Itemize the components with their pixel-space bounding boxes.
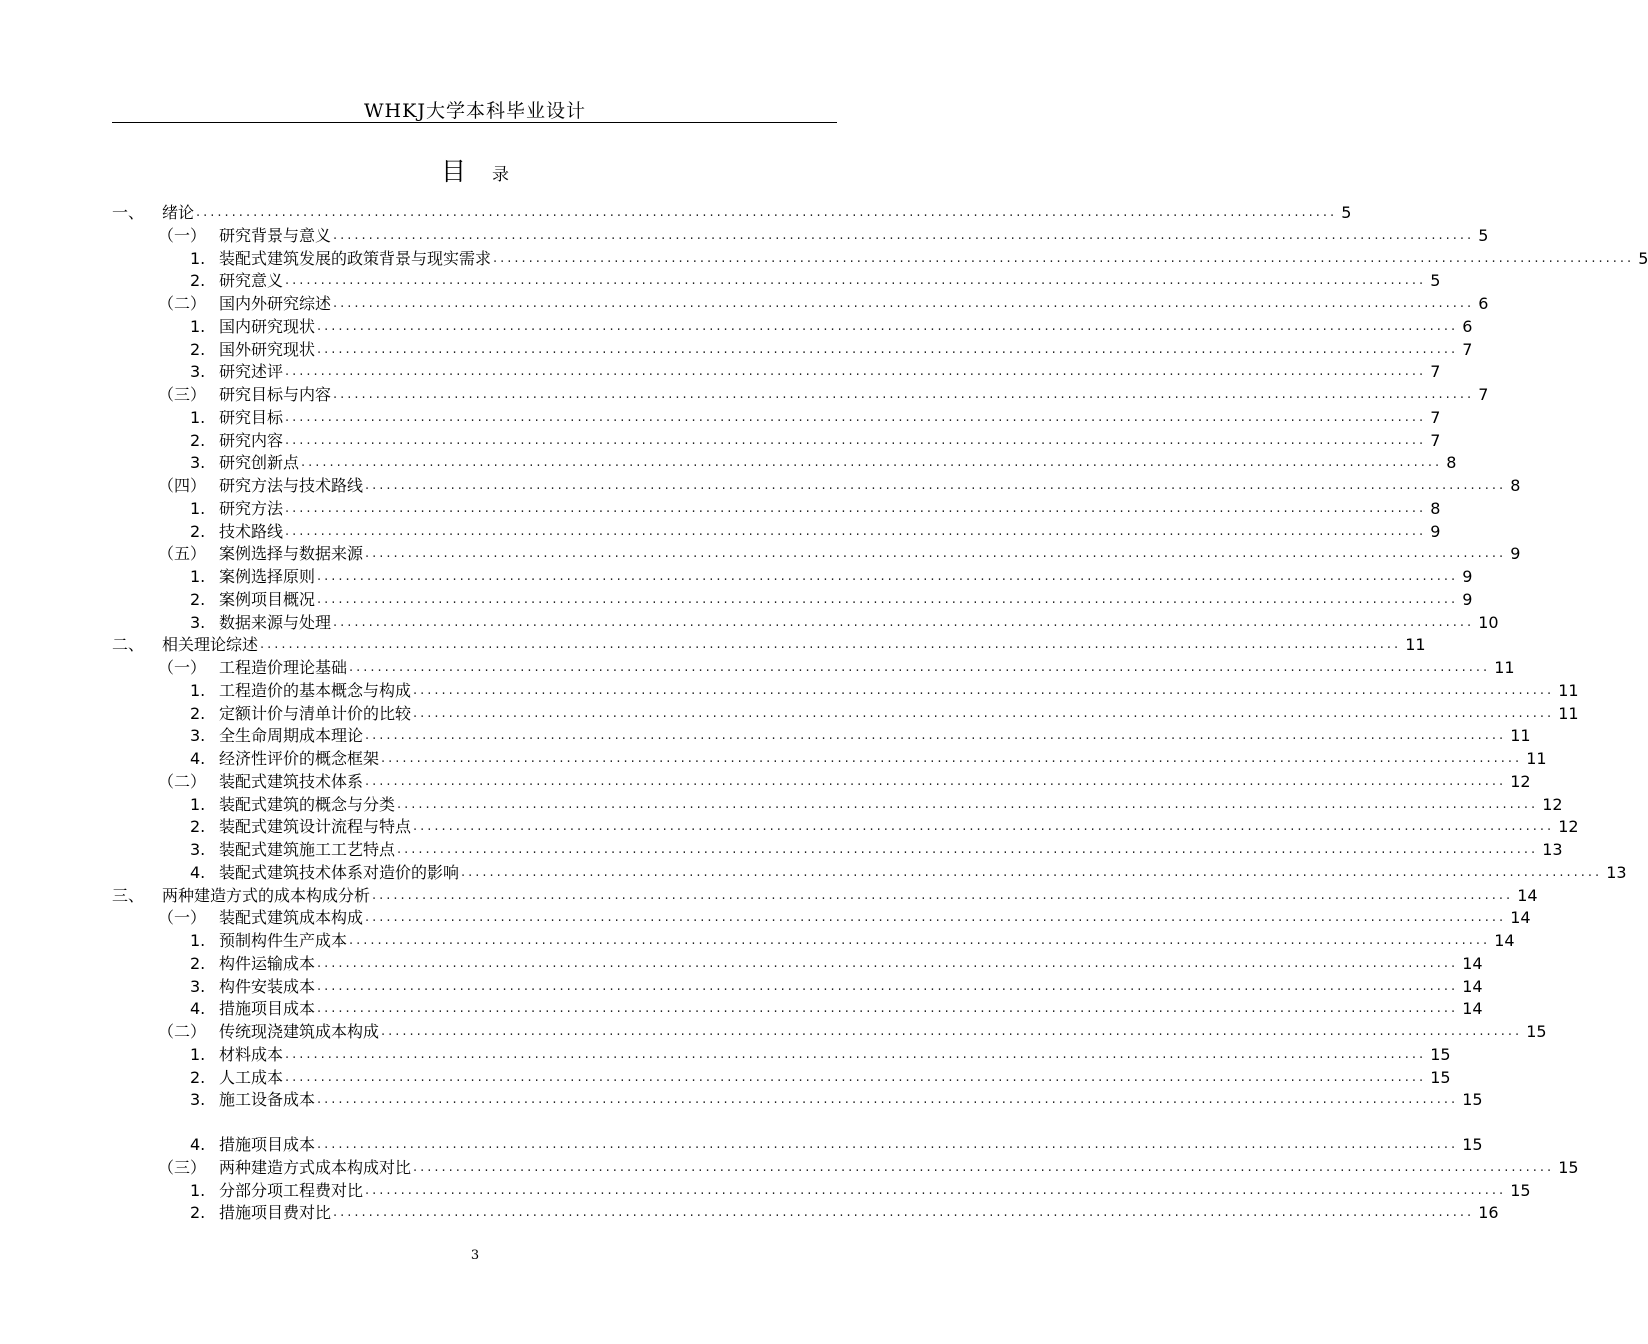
toc-entry-line bbox=[162, 634, 1426, 656]
toc-entry-line bbox=[219, 407, 1441, 429]
toc-entry[interactable] bbox=[112, 612, 1499, 634]
toc-entry-number: 1. bbox=[190, 680, 206, 700]
toc-entry-number: 4. bbox=[190, 1135, 206, 1154]
toc-entry-line bbox=[219, 566, 1473, 588]
toc-entry-line bbox=[219, 293, 1489, 315]
toc-entry-label: 研究方法 bbox=[219, 498, 284, 518]
toc-entry[interactable] bbox=[112, 1089, 1483, 1111]
toc-entry-label: 研究创新点 bbox=[219, 453, 300, 473]
toc-entry[interactable] bbox=[112, 930, 1515, 952]
toc-entry-number: （二） bbox=[158, 294, 207, 313]
toc-entry-page: 7 bbox=[1462, 339, 1473, 359]
toc-entry-number: 3. bbox=[190, 453, 206, 473]
toc-entry-page: 14 bbox=[1494, 931, 1515, 950]
toc-entry-line bbox=[219, 589, 1473, 611]
toc-entry-page: 16 bbox=[1478, 1203, 1499, 1223]
toc-entry-number: 1. bbox=[190, 316, 206, 336]
toc-entry[interactable] bbox=[112, 566, 1473, 588]
toc-entry-page: 9 bbox=[1510, 544, 1521, 564]
toc-dot-leader: ................................................................................................................................................................ bbox=[317, 955, 1459, 971]
toc-dot-leader: ................................................................................................................................................................ bbox=[317, 1001, 1459, 1017]
toc-entry-number: 3. bbox=[190, 726, 206, 746]
toc-entry[interactable] bbox=[112, 703, 1579, 725]
toc-entry-label: 装配式建筑技术体系对造价的影响 bbox=[219, 862, 460, 882]
toc-entry-line bbox=[219, 543, 1521, 565]
toc-entry-page: 5 bbox=[1341, 203, 1352, 222]
toc-entry-label: 装配式建筑的概念与分类 bbox=[219, 794, 396, 814]
toc-entry-label: 研究目标与内容 bbox=[219, 385, 332, 404]
toc-entry-page: 5 bbox=[1430, 271, 1441, 291]
toc-entry-page: 13 bbox=[1542, 840, 1563, 859]
toc-entry[interactable] bbox=[112, 794, 1563, 816]
toc-entry-page: 7 bbox=[1478, 385, 1489, 404]
toc-entry-number: （三） bbox=[158, 1157, 207, 1177]
toc-entry-label: 材料成本 bbox=[219, 1044, 284, 1064]
toc-entry-number: 2. bbox=[190, 430, 206, 450]
toc-entry-number: （五） bbox=[158, 544, 207, 564]
toc-entry-number: 2. bbox=[190, 271, 206, 291]
toc-entry-page: 6 bbox=[1462, 316, 1473, 336]
toc-entry-page: 15 bbox=[1510, 1180, 1531, 1200]
toc-dot-leader: ................................................................................................................................................................ bbox=[333, 1205, 1475, 1221]
toc-dot-leader: ................................................................................................................................................................ bbox=[317, 978, 1459, 994]
toc-entry[interactable] bbox=[112, 1044, 1451, 1066]
toc-dot-leader: ................................................................................................................................................................ bbox=[333, 387, 1475, 402]
toc-entry-number: 1. bbox=[190, 407, 206, 427]
toc-entry-label: 案例项目概况 bbox=[219, 589, 316, 609]
toc-entry[interactable] bbox=[112, 1157, 1579, 1179]
toc-entry-number: 2. bbox=[190, 817, 206, 837]
toc-dot-leader: ................................................................................................................................................................ bbox=[397, 796, 1539, 812]
toc-entry-page: 10 bbox=[1478, 612, 1499, 632]
toc-entry-label: 工程造价的基本概念与构成 bbox=[219, 680, 412, 700]
toc-entry-page: 15 bbox=[1462, 1135, 1483, 1154]
toc-entry-label: 传统现浇建筑成本构成 bbox=[219, 1022, 380, 1041]
toc-entry-line bbox=[219, 521, 1441, 543]
toc-entry-number: 2. bbox=[190, 521, 206, 541]
toc-dot-leader: ................................................................................................................................................................ bbox=[365, 478, 1507, 493]
toc-entry[interactable] bbox=[112, 1180, 1531, 1202]
toc-entry-line bbox=[219, 771, 1531, 793]
toc-entry[interactable] bbox=[112, 225, 1489, 247]
toc-entry-line bbox=[219, 1089, 1483, 1111]
toc-entry-line bbox=[219, 430, 1441, 452]
toc-dot-leader: ................................................................................................................................................................ bbox=[285, 409, 1427, 425]
toc-title-sub: 录 bbox=[492, 165, 509, 185]
toc-entry-label: 分部分项工程费对比 bbox=[219, 1180, 364, 1200]
toc-entry-number: （一） bbox=[158, 225, 207, 245]
toc-dot-leader: ................................................................................................................................................................ bbox=[317, 1137, 1459, 1152]
toc-entry[interactable] bbox=[112, 725, 1531, 747]
toc-dot-leader: ................................................................................................................................................................ bbox=[381, 1024, 1523, 1039]
toc-entry-number: 2. bbox=[190, 339, 206, 359]
toc-entry-number: 1. bbox=[190, 567, 206, 586]
toc-dot-leader: ................................................................................................................................................................ bbox=[365, 1182, 1507, 1198]
toc-entry-line bbox=[219, 1021, 1547, 1043]
toc-entry[interactable] bbox=[112, 907, 1531, 929]
toc-dot-leader: ................................................................................................................................................................ bbox=[333, 296, 1475, 311]
toc-entry-page: 8 bbox=[1446, 453, 1457, 473]
toc-entry-label: 装配式建筑技术体系 bbox=[219, 771, 364, 791]
toc-entry[interactable] bbox=[112, 361, 1441, 383]
toc-entry-number: 1. bbox=[190, 498, 206, 518]
toc-entry[interactable] bbox=[112, 202, 1352, 224]
toc-entry-number: 3. bbox=[190, 840, 206, 859]
toc-dot-leader: ................................................................................................................................................................ bbox=[285, 1069, 1427, 1085]
toc-entry-number: 1. bbox=[190, 931, 206, 950]
toc-dot-leader: ................................................................................................................................................................ bbox=[333, 227, 1475, 243]
toc-entry-page: 12 bbox=[1542, 794, 1563, 814]
toc-entry-page: 11 bbox=[1526, 749, 1547, 768]
toc-entry-label: 装配式建筑施工工艺特点 bbox=[219, 840, 396, 859]
toc-dot-leader: ................................................................................................................................................................ bbox=[301, 455, 1443, 471]
toc-entry-page: 14 bbox=[1462, 976, 1483, 996]
toc-dot-leader: ................................................................................................................................................................ bbox=[285, 432, 1427, 448]
toc-entry-page: 9 bbox=[1430, 521, 1441, 541]
toc-dot-leader: ................................................................................................................................................................ bbox=[397, 842, 1539, 857]
page-header-title: WHKJ大学本科毕业设计 bbox=[364, 100, 586, 122]
toc-dot-leader: ................................................................................................................................................................ bbox=[317, 1092, 1459, 1108]
toc-entry-number: （四） bbox=[158, 476, 207, 495]
toc-entry-line bbox=[219, 1067, 1451, 1089]
toc-entry-line bbox=[219, 225, 1489, 247]
toc-entry-page: 15 bbox=[1430, 1067, 1451, 1087]
toc-entry[interactable] bbox=[112, 293, 1489, 315]
toc-entry-page: 11 bbox=[1558, 703, 1579, 723]
toc-entry-page: 8 bbox=[1430, 498, 1441, 518]
toc-dot-leader: ................................................................................................................................................................ bbox=[285, 1046, 1427, 1062]
toc-entry-number: 3. bbox=[190, 976, 206, 996]
toc-entry-line bbox=[219, 612, 1499, 634]
toc-entry[interactable] bbox=[112, 657, 1515, 679]
toc-entry[interactable] bbox=[112, 384, 1489, 406]
toc-entry-label: 绪论 bbox=[162, 203, 195, 222]
toc-dot-leader: ................................................................................................................................................................ bbox=[285, 500, 1427, 516]
toc-entry-label: 工程造价理论基础 bbox=[219, 658, 348, 677]
toc-entry[interactable] bbox=[112, 998, 1483, 1020]
toc-entry-number: 2. bbox=[190, 703, 206, 723]
toc-entry-label: 施工设备成本 bbox=[219, 1090, 316, 1110]
toc-entry-line bbox=[162, 202, 1352, 224]
toc-entry-number: 2. bbox=[190, 589, 206, 609]
toc-entry-line bbox=[219, 384, 1489, 406]
toc-entry[interactable] bbox=[112, 1202, 1499, 1224]
toc-entry-label: 技术路线 bbox=[219, 521, 284, 541]
toc-entry-page: 12 bbox=[1510, 771, 1531, 791]
toc-entry[interactable] bbox=[112, 1067, 1451, 1089]
toc-entry-page: 9 bbox=[1462, 567, 1473, 586]
toc-entry[interactable] bbox=[112, 771, 1531, 793]
toc-entry[interactable] bbox=[112, 1021, 1547, 1043]
toc-entry-page: 14 bbox=[1510, 908, 1531, 928]
toc-entry-label: 构件运输成本 bbox=[219, 953, 316, 973]
toc-entry[interactable] bbox=[112, 589, 1473, 611]
toc-entry-line bbox=[219, 725, 1531, 747]
toc-title bbox=[0, 152, 950, 188]
toc-dot-leader: ................................................................................................................................................................ bbox=[349, 660, 1491, 675]
toc-entry-number: （一） bbox=[158, 658, 207, 677]
toc-entry-number: 3. bbox=[190, 1090, 206, 1110]
toc-entry-label: 构件安装成本 bbox=[219, 976, 316, 996]
toc-entry-number: （二） bbox=[158, 1022, 207, 1041]
toc-entry[interactable] bbox=[112, 430, 1441, 452]
toc-entry-number: 4. bbox=[190, 862, 206, 882]
toc-entry-line bbox=[219, 998, 1483, 1020]
toc-dot-leader: ................................................................................................................................................................ bbox=[413, 705, 1555, 721]
toc-entry-line bbox=[219, 270, 1441, 292]
toc-entry[interactable] bbox=[112, 748, 1547, 770]
toc-entry-page: 15 bbox=[1526, 1022, 1547, 1041]
toc-entry[interactable] bbox=[112, 634, 1426, 656]
toc-entry-line bbox=[219, 475, 1521, 497]
toc-entry[interactable] bbox=[112, 885, 1538, 907]
toc-entry-page: 15 bbox=[1430, 1044, 1451, 1064]
toc-dot-leader: ................................................................................................................................................................ bbox=[333, 614, 1475, 630]
toc-entry-label: 全生命周期成本理论 bbox=[219, 726, 364, 746]
toc-entry-label: 研究述评 bbox=[219, 362, 284, 382]
toc-entry-label: 研究目标 bbox=[219, 407, 284, 427]
toc-dot-leader: ................................................................................................................................................................ bbox=[365, 728, 1507, 744]
toc-entry-number: 2. bbox=[190, 1067, 206, 1087]
toc-dot-leader: ................................................................................................................................................................ bbox=[413, 1159, 1555, 1175]
toc-entry-number: 1. bbox=[190, 1044, 206, 1064]
toc-entry[interactable] bbox=[112, 316, 1473, 338]
toc-dot-leader: ................................................................................................................................................................ bbox=[493, 250, 1635, 266]
toc-entry-page: 14 bbox=[1462, 953, 1483, 973]
toc-entry[interactable] bbox=[112, 816, 1579, 838]
toc-entry-page: 9 bbox=[1462, 589, 1473, 609]
toc-dot-leader: ................................................................................................................................................................ bbox=[413, 819, 1555, 835]
toc-dot-leader: ................................................................................................................................................................ bbox=[317, 591, 1459, 607]
toc-entry-number: 二、 bbox=[112, 635, 145, 655]
toc-entry-number: 3. bbox=[190, 612, 206, 632]
toc-entry[interactable] bbox=[112, 407, 1441, 429]
toc-dot-leader: ................................................................................................................................................................ bbox=[365, 910, 1507, 926]
toc-entry-line bbox=[219, 361, 1441, 383]
toc-entry-page: 7 bbox=[1430, 362, 1441, 382]
toc-entry-label: 案例选择与数据来源 bbox=[219, 544, 364, 564]
toc-entry-page: 11 bbox=[1494, 658, 1515, 677]
toc-entry[interactable] bbox=[112, 862, 1627, 884]
toc-entry-page: 5 bbox=[1478, 225, 1489, 245]
toc-entry-label: 国内外研究综述 bbox=[219, 294, 332, 313]
toc-entry-page: 6 bbox=[1478, 294, 1489, 313]
toc-entry-page: 11 bbox=[1558, 680, 1579, 700]
toc-dot-leader: ................................................................................................................................................................ bbox=[317, 569, 1459, 584]
toc-entry-label: 人工成本 bbox=[219, 1067, 284, 1087]
toc-entry-line bbox=[219, 816, 1579, 838]
toc-dot-leader: ................................................................................................................................................................ bbox=[349, 933, 1491, 948]
toc-entry-line bbox=[219, 1180, 1531, 1202]
toc-entry-page: 7 bbox=[1430, 430, 1441, 450]
toc-dot-leader: ................................................................................................................................................................ bbox=[413, 682, 1555, 698]
toc-dot-leader: ................................................................................................................................................................ bbox=[372, 887, 1514, 903]
toc-entry-number: 2. bbox=[190, 953, 206, 973]
toc-entry[interactable] bbox=[112, 248, 1648, 270]
toc-entry-label: 装配式建筑成本构成 bbox=[219, 908, 364, 928]
toc-entry-page: 13 bbox=[1606, 862, 1627, 882]
toc-entry[interactable] bbox=[112, 452, 1457, 474]
toc-entry-label: 装配式建筑发展的政策背景与现实需求 bbox=[219, 248, 492, 268]
toc-entry-number: （一） bbox=[158, 908, 207, 928]
toc-entry-page: 14 bbox=[1462, 999, 1483, 1019]
toc-dot-leader: ................................................................................................................................................................ bbox=[381, 751, 1523, 766]
toc-entry-line bbox=[219, 1157, 1579, 1179]
toc-entry-label: 预制构件生产成本 bbox=[219, 931, 348, 950]
toc-entry-number: （三） bbox=[158, 385, 207, 404]
toc-entry-label: 两种建造方式成本构成对比 bbox=[219, 1157, 412, 1177]
toc-entry-line bbox=[219, 680, 1579, 702]
toc-entry-page: 5 bbox=[1638, 248, 1648, 268]
toc-entry-label: 案例选择原则 bbox=[219, 567, 316, 586]
toc-entry-page: 12 bbox=[1558, 817, 1579, 837]
toc-entry-line bbox=[219, 1134, 1483, 1156]
toc-entry[interactable] bbox=[112, 521, 1441, 543]
toc-entry-label: 数据来源与处理 bbox=[219, 612, 332, 632]
toc-entry-line bbox=[219, 316, 1473, 338]
toc-entry[interactable] bbox=[112, 1134, 1483, 1156]
page-number: 3 bbox=[470, 1248, 480, 1263]
toc-entry-number: 4. bbox=[190, 749, 206, 768]
toc-entry-line bbox=[219, 930, 1515, 952]
toc-dot-leader: ................................................................................................................................................................ bbox=[285, 523, 1427, 539]
toc-entry-page: 15 bbox=[1462, 1090, 1483, 1110]
toc-entry-number: 1. bbox=[190, 1180, 206, 1200]
toc-entry[interactable] bbox=[112, 680, 1579, 702]
toc-entry-line bbox=[219, 1202, 1499, 1224]
toc-entry[interactable] bbox=[112, 270, 1441, 292]
toc-entry-label: 研究意义 bbox=[219, 271, 284, 291]
toc-title-main: 目 bbox=[440, 157, 466, 186]
toc-entry-label: 相关理论综述 bbox=[162, 635, 259, 655]
toc-entry-number: 1. bbox=[190, 248, 206, 268]
toc-entry-line bbox=[219, 248, 1648, 270]
toc-dot-leader: ................................................................................................................................................................ bbox=[365, 773, 1507, 789]
toc-dot-leader: ................................................................................................................................................................ bbox=[260, 637, 1402, 653]
toc-entry-number: 三、 bbox=[112, 885, 145, 905]
toc-entry-page: 8 bbox=[1510, 476, 1521, 495]
toc-entry-label: 措施项目成本 bbox=[219, 999, 316, 1019]
toc-entry-label: 研究方法与技术路线 bbox=[219, 476, 364, 495]
toc-dot-leader: ................................................................................................................................................................ bbox=[317, 318, 1459, 334]
toc-entry-label: 措施项目费对比 bbox=[219, 1203, 332, 1223]
toc-entry-line bbox=[219, 498, 1441, 520]
toc-dot-leader: ................................................................................................................................................................ bbox=[461, 864, 1603, 880]
toc-entry[interactable] bbox=[112, 976, 1483, 998]
toc-entry-line bbox=[162, 885, 1538, 907]
toc-entry-number: 4. bbox=[190, 999, 206, 1019]
toc-entry-label: 研究内容 bbox=[219, 430, 284, 450]
toc-entry-page: 7 bbox=[1430, 407, 1441, 427]
toc-dot-leader: ................................................................................................................................................................ bbox=[285, 273, 1427, 289]
toc-dot-leader: ................................................................................................................................................................ bbox=[365, 546, 1507, 562]
toc-entry-number: 3. bbox=[190, 362, 206, 382]
toc-entry-line bbox=[219, 907, 1531, 929]
toc-entry[interactable] bbox=[112, 953, 1483, 975]
toc-entry-page: 11 bbox=[1510, 726, 1531, 746]
toc-entry-number: （二） bbox=[158, 771, 207, 791]
toc-entry-line bbox=[219, 748, 1547, 770]
toc-entry-page: 14 bbox=[1517, 885, 1538, 905]
toc-entry-label: 两种建造方式的成本构成分析 bbox=[162, 885, 371, 905]
toc-entry-line bbox=[219, 839, 1563, 861]
toc-entry[interactable] bbox=[112, 498, 1441, 520]
toc-entry-label: 国外研究现状 bbox=[219, 339, 316, 359]
toc-entry-label: 措施项目成本 bbox=[219, 1135, 316, 1154]
toc-entry-line bbox=[219, 953, 1483, 975]
toc-entry-line bbox=[219, 703, 1579, 725]
toc-entry[interactable] bbox=[112, 543, 1521, 565]
toc-entry-number: 一、 bbox=[112, 203, 145, 222]
toc-entry-line bbox=[219, 794, 1563, 816]
toc-entry-label: 经济性评价的概念框架 bbox=[219, 749, 380, 768]
toc-entry-line bbox=[219, 452, 1457, 474]
toc-entry-page: 11 bbox=[1405, 635, 1426, 655]
toc-entry-label: 研究背景与意义 bbox=[219, 225, 332, 245]
toc-entry[interactable] bbox=[112, 839, 1563, 861]
header-divider bbox=[112, 122, 837, 123]
toc-entry[interactable] bbox=[112, 475, 1521, 497]
toc-entry-line bbox=[219, 862, 1627, 884]
toc-entry-line bbox=[219, 1044, 1451, 1066]
toc-dot-leader: ................................................................................................................................................................ bbox=[317, 341, 1459, 357]
toc-entry-number: 1. bbox=[190, 794, 206, 814]
toc-entry-line bbox=[219, 339, 1473, 361]
toc-entry-line bbox=[219, 976, 1483, 998]
toc-entry-page: 15 bbox=[1558, 1157, 1579, 1177]
toc-entry-line bbox=[219, 657, 1515, 679]
toc-entry-label: 国内研究现状 bbox=[219, 316, 316, 336]
toc-dot-leader: ................................................................................................................................................................ bbox=[196, 205, 1338, 220]
toc-entry[interactable] bbox=[112, 339, 1473, 361]
toc-entry-label: 装配式建筑设计流程与特点 bbox=[219, 817, 412, 837]
toc-dot-leader: ................................................................................................................................................................ bbox=[285, 364, 1427, 380]
toc-entry-label: 定额计价与清单计价的比较 bbox=[219, 703, 412, 723]
toc-entry-number: 2. bbox=[190, 1203, 206, 1223]
